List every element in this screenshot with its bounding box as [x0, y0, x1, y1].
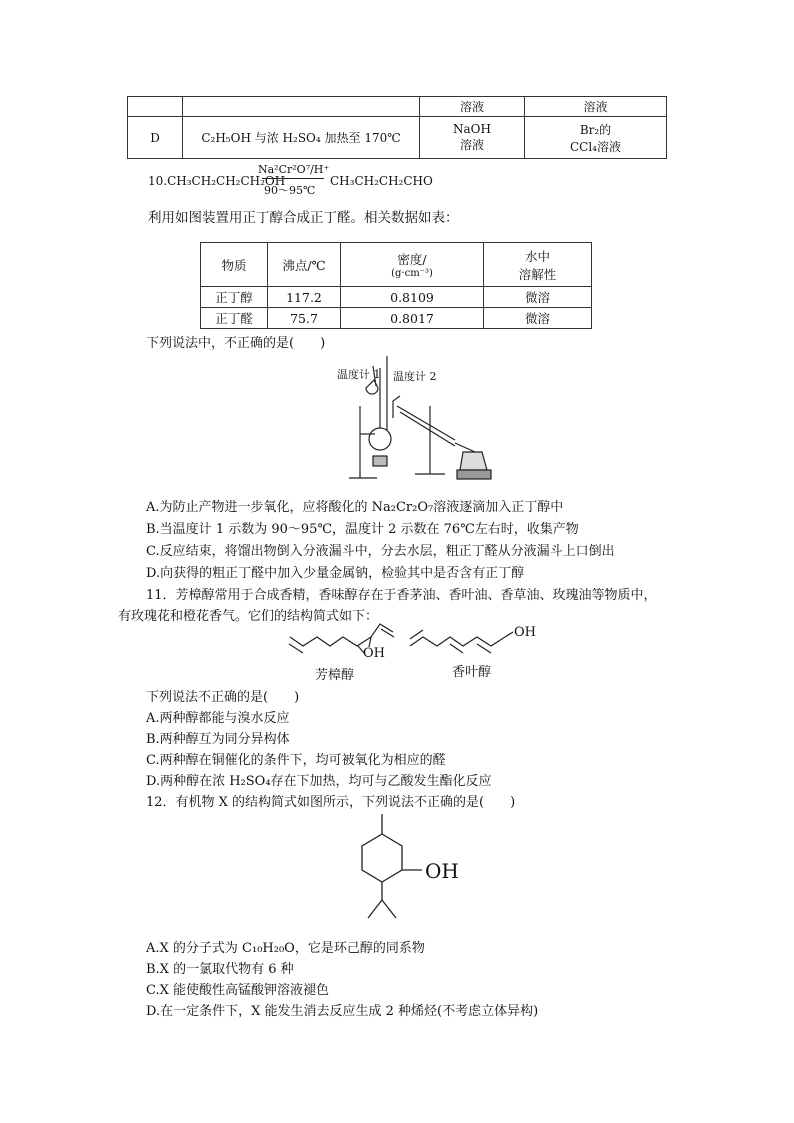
data-table	[200, 242, 592, 329]
table-cell: 0.8017	[341, 308, 484, 329]
oh-label: OH	[425, 859, 459, 883]
q10-option-c: C.反应结束，将馏出物倒入分液漏斗中，分去水层，粗正丁醛从分液漏斗上口倒出	[146, 544, 615, 559]
row-label: D	[128, 117, 183, 159]
cell	[128, 97, 183, 117]
thermometer2-label: 温度计 2	[393, 370, 437, 383]
table-cell: 微溶	[484, 308, 592, 329]
header-cell: 物质	[201, 243, 268, 287]
q11-option-c: C.两种醇在铜催化的条件下，均可被氧化为相应的醛	[146, 753, 446, 768]
table-cell: 75.7	[268, 308, 341, 329]
table-cell: 0.8109	[341, 287, 484, 308]
table-cell: 正丁醇	[201, 287, 268, 308]
q10-question: 下列说法中，不正确的是( )	[146, 336, 326, 351]
cell: 溶液	[525, 97, 667, 117]
cell	[183, 97, 420, 117]
q10-option-a: A.为防止产物进一步氧化，应将酸化的 Na₂Cr₂O₇溶液逐滴加入正丁醇中	[146, 500, 564, 515]
q10-intro: 利用如图装置用正丁醇合成正丁醛。相关数据如表：	[148, 210, 459, 226]
header-cell: 密度/ (g·cm⁻³)	[341, 243, 484, 287]
q12-option-b: B.X 的一氯取代物有 6 种	[146, 962, 294, 977]
top-table	[127, 96, 667, 159]
geraniol-label: 香叶醇	[452, 665, 492, 680]
table-cell: 微溶	[484, 287, 592, 308]
table-cell: 正丁醛	[201, 308, 268, 329]
distillation-apparatus-figure	[335, 356, 500, 481]
reaction-cell: C₂H₅OH 与浓 H₂SO₄ 加热至 170℃	[183, 117, 420, 159]
header-cell: 水中 溶解性	[484, 243, 592, 287]
table-cell: 117.2	[268, 287, 341, 308]
q10-option-b: B.当温度计 1 示数为 90～95℃，温度计 2 示数在 76℃左右时，收集产物	[146, 522, 579, 537]
header-cell: 沸点/℃	[268, 243, 341, 287]
q11-stem-line1: 11．芳樟醇常用于合成香精，香味醇存在于香茅油、香叶油、香草油、玫瑰油等物质中，	[146, 588, 657, 603]
q10-option-d: D.向获得的粗正丁醛中加入少量金属钠，检验其中是否含有正丁醇	[146, 566, 525, 581]
q11-option-a: A.两种醇都能与溴水反应	[146, 711, 290, 726]
cell: 溶液	[420, 97, 525, 117]
thermometer1-label: 温度计 1	[337, 368, 381, 381]
oh-label: OH	[514, 625, 536, 640]
q12-option-c: C.X 能使酸性高锰酸钾溶液褪色	[146, 983, 330, 998]
q12-option-d: D.在一定条件下，X 能发生消去反应生成 2 种烯烃(不考虑立体异构)	[146, 1004, 539, 1019]
q11-question: 下列说法不正确的是( )	[146, 690, 300, 705]
q11-option-d: D.两种醇在浓 H₂SO₄存在下加热，均可与乙酸发生酯化反应	[146, 774, 492, 789]
reagent2-cell: Br₂的 CCl₄溶液	[525, 117, 667, 159]
reagent1-cell: NaOH 溶液	[420, 117, 525, 159]
alcohol-structures-figure	[285, 622, 545, 684]
q12-option-a: A.X 的分子式为 C₁₀H₂₀O，它是环己醇的同系物	[146, 941, 425, 956]
reaction-product: CH₃CH₂CH₂CHO	[330, 174, 433, 188]
menthol-structure-figure	[340, 812, 470, 927]
q11-stem-line2: 有玫瑰花和橙花香气。它们的结构简式如下：	[118, 609, 379, 624]
reaction-condition-bottom: 90～95℃	[264, 184, 316, 197]
q11-option-b: B.两种醇互为同分异构体	[146, 732, 290, 747]
q10-equation: 10.CH₃CH₂CH₂CH₂OH	[148, 174, 286, 188]
reaction-arrow	[262, 178, 324, 179]
linalool-label: 芳樟醇	[315, 668, 355, 683]
oh-label: OH	[363, 646, 385, 661]
q12-stem: 12．有机物 X 的结构简式如图所示，下列说法不正确的是( )	[146, 795, 516, 810]
reaction-condition-top: Na²Cr²O⁷/H⁺	[258, 163, 330, 176]
